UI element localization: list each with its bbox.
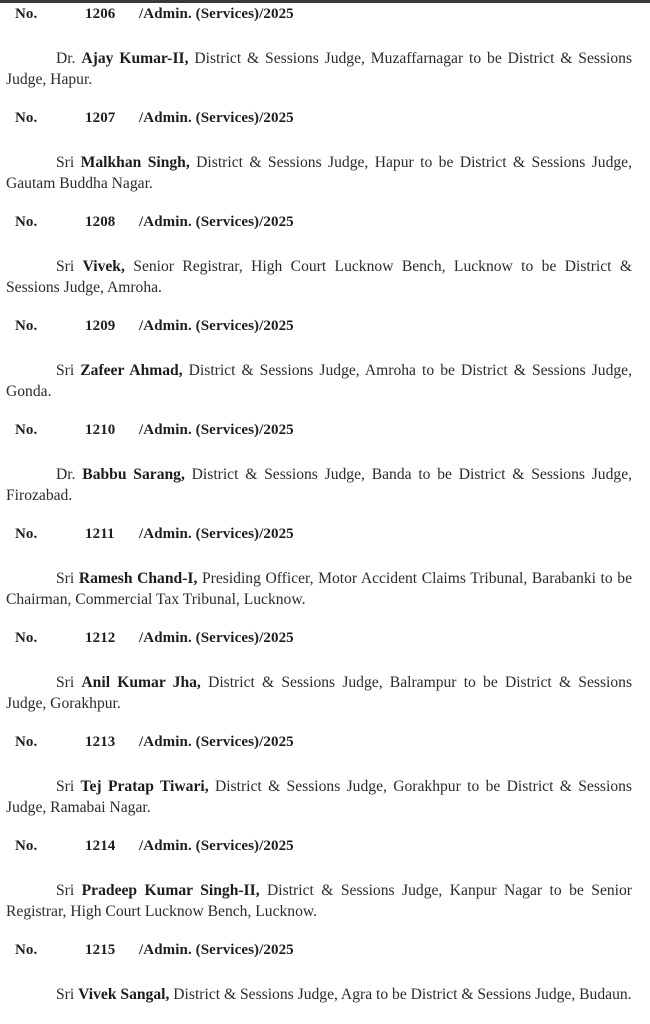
order-text: [6, 360, 632, 402]
order-reference: /Admin. (Services)/2025: [139, 734, 294, 750]
officer-title: Dr.: [56, 466, 76, 483]
order-number-heading: [15, 110, 294, 127]
order-number-heading: [15, 6, 294, 23]
order-number: 1214: [85, 838, 116, 854]
officer-name: Vivek Sangal,: [78, 986, 170, 1003]
posting-details: District & Sessions Judge, Kanpur Nagar to be Senior Registrar, High Court Lucknow Bench, Lucknow.: [6, 882, 632, 920]
posting-details: District & Sessions Judge, Gorakhpur to be District & Sessions Judge, Ramabai Nagar.: [6, 778, 632, 816]
officer-title: Sri: [56, 570, 75, 587]
order-number: 1210: [85, 422, 116, 438]
order-number: 1208: [85, 214, 116, 230]
order-reference: /Admin. (Services)/2025: [139, 838, 294, 854]
officer-title: Sri: [56, 154, 75, 171]
order-reference: /Admin. (Services)/2025: [139, 214, 294, 230]
officer-name: Zafeer Ahmad,: [80, 362, 183, 379]
order-reference: /Admin. (Services)/2025: [139, 110, 294, 126]
order-text: [6, 568, 632, 610]
order-no-label: No.: [15, 526, 38, 542]
order-no-label: No.: [15, 734, 38, 750]
order-number-heading: [15, 318, 294, 335]
posting-details: Senior Registrar, High Court Lucknow Bench, Lucknow to be District & Sessions Judge, Amroha.: [6, 258, 633, 296]
order-number-heading: [15, 214, 294, 231]
order-number: 1211: [85, 526, 115, 542]
order-no-label: No.: [15, 422, 38, 438]
officer-name: Tej Pratap Tiwari,: [80, 778, 209, 795]
order-no-label: No.: [15, 942, 38, 958]
officer-title: Sri: [56, 674, 75, 691]
order-text: [6, 256, 632, 298]
order-no-label: No.: [15, 318, 38, 334]
officer-title: Sri: [56, 882, 75, 899]
order-number: 1212: [85, 630, 116, 646]
order-reference: /Admin. (Services)/2025: [139, 318, 294, 334]
order-reference: /Admin. (Services)/2025: [139, 6, 294, 22]
officer-title: Sri: [56, 986, 75, 1003]
officer-name: Ramesh Chand-I,: [78, 570, 198, 587]
officer-title: Sri: [56, 362, 75, 379]
order-number-heading: [15, 630, 294, 647]
order-text: [6, 152, 632, 194]
order-text: [6, 464, 632, 506]
order-no-label: No.: [15, 214, 38, 230]
order-number-heading: [15, 942, 294, 959]
order-no-label: No.: [15, 6, 38, 22]
order-number-heading: [15, 526, 294, 543]
officer-title: Sri: [56, 778, 75, 795]
order-reference: /Admin. (Services)/2025: [139, 942, 294, 958]
officer-name: Ajay Kumar-II,: [81, 50, 189, 67]
order-text: [6, 672, 632, 714]
order-number-heading: [15, 838, 294, 855]
officer-name: Malkhan Singh,: [80, 154, 190, 171]
posting-details: District & Sessions Judge, Amroha to be District & Sessions Judge, Gonda.: [6, 362, 632, 400]
order-no-label: No.: [15, 838, 38, 854]
officer-title: Dr.: [56, 50, 76, 67]
posting-details: District & Sessions Judge, Agra to be District & Sessions Judge, Budaun.: [173, 986, 632, 1003]
top-border-rule: [0, 0, 650, 3]
order-reference: /Admin. (Services)/2025: [139, 422, 294, 438]
order-number: 1215: [85, 942, 116, 958]
order-no-label: No.: [15, 630, 38, 646]
officer-title: Sri: [56, 258, 75, 275]
officer-name: Vivek,: [82, 258, 125, 275]
order-text: [6, 776, 632, 818]
order-no-label: No.: [15, 110, 38, 126]
posting-details: District & Sessions Judge, Hapur to be District & Sessions Judge, Gautam Buddha Nagar.: [6, 154, 632, 192]
order-number: 1213: [85, 734, 116, 750]
order-number: 1206: [85, 6, 116, 22]
order-number: 1207: [85, 110, 116, 126]
order-text: [6, 984, 632, 1005]
officer-name: Pradeep Kumar Singh-II,: [81, 882, 260, 899]
order-number-heading: [15, 734, 294, 751]
posting-details: District & Sessions Judge, Banda to be District & Sessions Judge, Firozabad.: [6, 466, 633, 504]
posting-details: District & Sessions Judge, Muzaffarnagar to be District & Sessions Judge, Hapur.: [6, 50, 633, 88]
officer-name: Babbu Sarang,: [82, 466, 185, 483]
officer-name: Anil Kumar Jha,: [81, 674, 201, 691]
posting-details: Presiding Officer, Motor Accident Claims Tribunal, Barabanki to be Chairman, Commercial Tax Tribunal, Lucknow.: [6, 570, 632, 608]
order-number-heading: [15, 422, 294, 439]
order-reference: /Admin. (Services)/2025: [139, 630, 294, 646]
order-text: [6, 48, 632, 90]
posting-details: District & Sessions Judge, Balrampur to be District & Sessions Judge, Gorakhpur.: [6, 674, 633, 712]
order-number: 1209: [85, 318, 116, 334]
order-text: [6, 880, 632, 922]
order-reference: /Admin. (Services)/2025: [139, 526, 294, 542]
